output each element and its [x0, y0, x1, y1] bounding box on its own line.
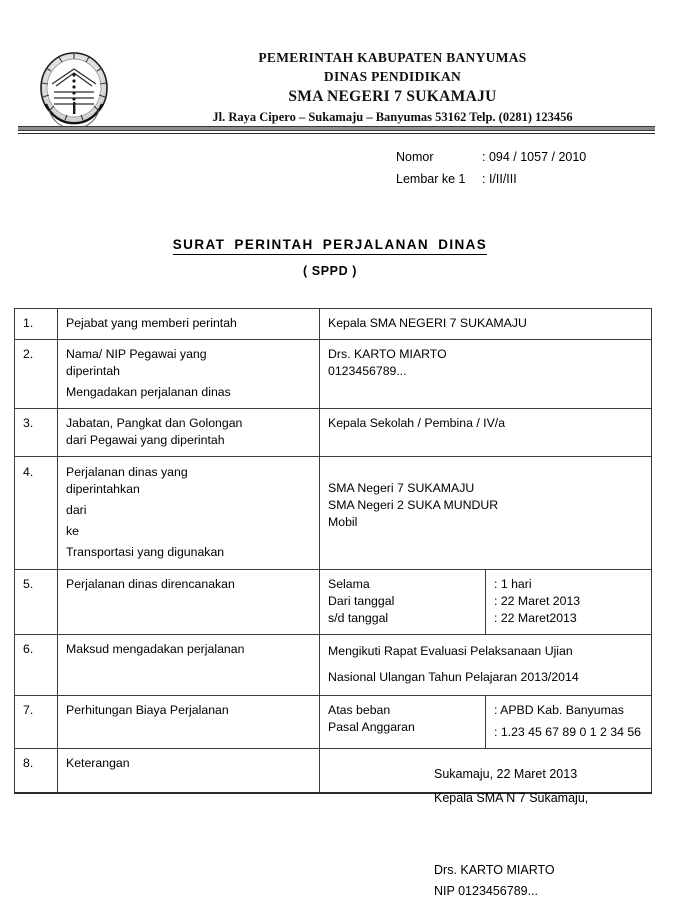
sppd-table: [14, 308, 652, 794]
label-line: dari Pegawai yang diperintah: [66, 433, 225, 447]
label-lines: [66, 755, 311, 772]
letterhead-school: SMA NEGERI 7 SUKAMAJU: [288, 88, 497, 105]
label-line: Pejabat yang memberi perintah: [66, 316, 237, 330]
row-value: [320, 457, 652, 570]
row-label: [58, 749, 320, 794]
row-value: [320, 635, 652, 696]
value-line: 0123456789...: [328, 364, 407, 378]
label-line: Perjalanan dinas yang: [66, 465, 188, 479]
nomor-value: : 094 / 1057 / 2010: [482, 150, 587, 164]
row-label: [58, 409, 320, 457]
document-title-block: [0, 236, 660, 278]
letterhead-government: PEMERINTAH KABUPATEN BANYUMAS: [258, 50, 527, 65]
value-line: : 22 Maret2013: [494, 611, 577, 625]
signature-footer: [434, 860, 555, 902]
value-line: Mengikuti Rapat Evaluasi Pelaksanaan Ujian: [328, 644, 573, 658]
letterhead: [0, 48, 691, 130]
row-label: [58, 635, 320, 696]
label-lines: [66, 346, 311, 401]
signature-position: Kepala SMA N 7 Sukamaju,: [434, 791, 589, 805]
table-row: [15, 696, 652, 749]
label-line: diperintahkan: [66, 482, 140, 496]
row-number: 2.: [15, 340, 58, 409]
nomor-row: [396, 146, 586, 168]
value-line: SMA Negeri 7 SUKAMAJU: [328, 481, 475, 495]
row-number: 7.: [15, 696, 58, 749]
sub-line: Selama: [328, 577, 370, 591]
value-line: : 1 hari: [494, 577, 532, 591]
label-lines: [66, 576, 311, 593]
table-row: [15, 457, 652, 570]
row-number: 4.: [15, 457, 58, 570]
sub-lines: [328, 576, 477, 627]
row-value: [320, 340, 652, 409]
label-line: Maksud mengadakan perjalanan: [66, 642, 245, 656]
label-lines: [66, 315, 311, 332]
divider-thick-line: [18, 126, 655, 131]
value-line: SMA Negeri 2 SUKA MUNDUR: [328, 498, 499, 512]
letterhead-address: Jl. Raya Cipero – Sukamaju – Banyumas 53162 Telp. (0281) 123456: [212, 110, 573, 124]
nomor-label: Nomor: [396, 150, 434, 164]
label-line: diperintah: [66, 364, 121, 378]
label-line: Transportasi yang digunakan: [66, 545, 225, 559]
row-value: [486, 570, 652, 635]
label-lines: [66, 641, 311, 658]
value-lines: [494, 702, 643, 741]
value-line: : 1.23 45 67 89 0 1 2 34 56: [494, 725, 642, 739]
table-row: [15, 309, 652, 340]
sub-line: s/d tanggal: [328, 611, 389, 625]
row-label: [58, 696, 320, 749]
value-line: Kepala SMA NEGERI 7 SUKAMAJU: [328, 316, 527, 330]
label-line: dari: [66, 503, 87, 517]
letterhead-department: DINAS PENDIDIKAN: [323, 69, 462, 84]
label-line: Perjalanan dinas direncanakan: [66, 577, 235, 591]
table-row: [15, 340, 652, 409]
value-lines: [494, 576, 643, 627]
signature-header: [434, 762, 588, 810]
page-subtitle: ( SPPD ): [302, 264, 358, 278]
label-lines: [66, 702, 311, 719]
letterhead-text: [120, 48, 665, 127]
label-line: Nama/ NIP Pegawai yang: [66, 347, 207, 361]
row-value: [320, 409, 652, 457]
row-subfield: [320, 570, 486, 635]
value-lines: [328, 415, 643, 432]
value-line: : 22 Maret 2013: [494, 594, 581, 608]
sub-line: Atas beban: [328, 703, 391, 717]
divider-thin-line: [18, 133, 655, 134]
label-lines: [66, 464, 311, 561]
row-label: [58, 457, 320, 570]
value-lines: [328, 315, 643, 332]
signatory-name: Drs. KARTO MIARTO: [434, 863, 555, 877]
sub-line: Dari tanggal: [328, 594, 395, 608]
letterhead-divider: [18, 126, 655, 134]
label-line: ke: [66, 524, 79, 538]
label-line: Mengadakan perjalanan dinas: [66, 385, 231, 399]
row-label: [58, 309, 320, 340]
value-line: Kepala Sekolah / Pembina / IV/a: [328, 416, 506, 430]
value-line: Nasional Ulangan Tahun Pelajaran 2013/2014: [328, 670, 579, 684]
row-value: [320, 309, 652, 340]
value-line: Mobil: [328, 515, 358, 529]
school-emblem-logo: [32, 50, 116, 128]
signatory-nip: NIP 0123456789...: [434, 884, 539, 898]
sub-lines: [328, 702, 477, 736]
value-line: : APBD Kab. Banyumas: [494, 703, 624, 717]
lembar-value: : I/II/III: [482, 172, 517, 186]
document-number-block: [396, 146, 586, 190]
row-label: [58, 570, 320, 635]
sub-line: Pasal Anggaran: [328, 720, 415, 734]
label-line: Perhitungan Biaya Perjalanan: [66, 703, 229, 717]
table-row: [15, 409, 652, 457]
row-number: 5.: [15, 570, 58, 635]
row-label: [58, 340, 320, 409]
lembar-label: Lembar ke 1: [396, 172, 466, 186]
signature-place-date: Sukamaju, 22 Maret 2013: [434, 767, 578, 781]
table-row: [15, 570, 652, 635]
row-number: 3.: [15, 409, 58, 457]
row-number: 6.: [15, 635, 58, 696]
label-line: Jabatan, Pangkat dan Golongan: [66, 416, 243, 430]
table-row: [15, 635, 652, 696]
value-lines: [328, 464, 643, 531]
row-subfield: [320, 696, 486, 749]
lembar-row: [396, 168, 586, 190]
value-line: Drs. KARTO MIARTO: [328, 347, 447, 361]
row-value: [486, 696, 652, 749]
row-number: 8.: [15, 749, 58, 794]
label-lines: [66, 415, 311, 449]
row-number: 1.: [15, 309, 58, 340]
value-lines: [328, 346, 643, 380]
value-lines: [328, 641, 643, 688]
label-line: Keterangan: [66, 756, 130, 770]
page-title: SURAT PERINTAH PERJALANAN DINAS: [173, 237, 487, 255]
